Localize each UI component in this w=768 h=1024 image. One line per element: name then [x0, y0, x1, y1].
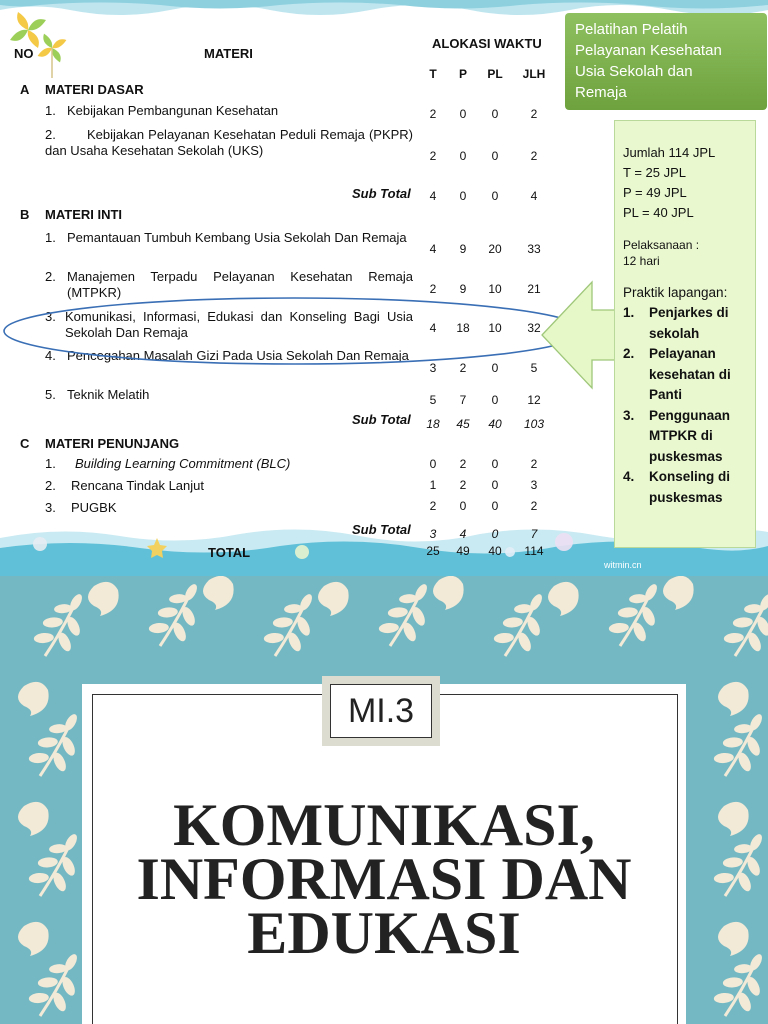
row-c3-t: 2 [429, 499, 437, 513]
row-a2-pl: 0 [491, 149, 499, 163]
row-c1-t: 0 [429, 457, 437, 471]
row-a1-no: 1. [45, 103, 56, 118]
subtotal-c-jlh: 7 [530, 527, 538, 541]
row-b1-text: Pemantauan Tumbuh Kembang Usia Sekolah Dan Remaja [67, 230, 407, 245]
row-a2-p: 0 [459, 149, 467, 163]
section-a-title: MATERI DASAR [45, 82, 144, 97]
total-t: 25 [426, 544, 440, 558]
highlight-oval [0, 296, 590, 368]
module-title-line-3: EDUKASI [247, 900, 521, 966]
section-a-letter: A [20, 82, 30, 97]
row-c2-p: 2 [459, 478, 467, 492]
row-b5-no: 5. [45, 387, 56, 402]
praktik-item: 1. Penjarkes di sekolah [623, 305, 729, 341]
row-c1-p: 2 [459, 457, 467, 471]
training-title-line-1: Pelatihan Pelatih [575, 21, 688, 38]
praktik-label: Praktik lapangan: [623, 285, 728, 300]
slide-2 [0, 576, 768, 1024]
left-arrow-icon [540, 280, 620, 390]
row-b3-text: Komunikasi, Informasi, Edukasi dan Konseling Bagi Usia Sekolah Dan Remaja [65, 309, 413, 340]
training-title-line-4: Remaja [575, 84, 627, 101]
row-a1-pl: 0 [491, 107, 499, 121]
row-c2-t: 1 [429, 478, 437, 492]
row-b5-jlh: 12 [527, 393, 541, 407]
total-p: 49 [456, 544, 470, 558]
row-c1-jlh: 2 [530, 457, 538, 471]
subtotal-a-p: 0 [459, 189, 467, 203]
row-c2-jlh: 3 [530, 478, 538, 492]
subtotal-a-jlh: 4 [530, 189, 538, 203]
total-jlh: 114 [524, 544, 544, 558]
row-c2-no: 2. [45, 478, 56, 493]
total-pl: 40 [488, 544, 502, 558]
section-c-letter: C [20, 436, 30, 451]
jpl-t: T = 25 JPL [623, 165, 686, 180]
row-b2-p: 9 [459, 282, 467, 296]
summary-info-box [614, 120, 756, 548]
subtotal-b-p: 45 [456, 417, 470, 431]
col-header-pl: PL [487, 67, 503, 81]
row-b4-t: 3 [429, 361, 437, 375]
row-c3-p: 0 [459, 499, 467, 513]
subtotal-a-pl: 0 [491, 189, 499, 203]
pelaksanaan-label: Pelaksanaan : [623, 238, 700, 252]
row-b2-no: 2. [45, 269, 56, 284]
row-a1-t: 2 [429, 107, 437, 121]
row-c1-pl: 0 [491, 457, 499, 471]
row-b2-t: 2 [429, 282, 437, 296]
row-b1-no: 1. [45, 230, 56, 245]
module-title-line-1: KOMUNIKASI, [173, 792, 595, 858]
row-b2-jlh: 21 [527, 282, 541, 296]
subtotal-b-pl: 40 [488, 417, 502, 431]
watermark: witmin.cn [604, 560, 642, 570]
praktik-item: 3. Penggunaan MTPKR di puskesmas [623, 407, 731, 464]
subtotal-a-label: Sub Total [352, 186, 411, 201]
row-c3-jlh: 2 [530, 499, 538, 513]
training-title-line-2: Pelayanan Kesehatan [575, 42, 722, 59]
row-c2-pl: 0 [491, 478, 499, 492]
row-b3-jlh: 32 [527, 321, 541, 335]
jumlah-jpl: Jumlah 114 JPL [623, 145, 716, 160]
row-b5-p: 7 [459, 393, 467, 407]
training-title-line-3: Usia Sekolah dan [575, 63, 693, 80]
section-b-letter: B [20, 207, 30, 222]
row-b3-no: 3. [45, 309, 56, 324]
subtotal-c-pl: 0 [491, 527, 499, 541]
subtotal-b-t: 18 [426, 417, 440, 431]
row-c1-no: 1. [45, 456, 56, 471]
row-a1-p: 0 [459, 107, 467, 121]
subtotal-a-t: 4 [429, 189, 437, 203]
row-a2-jlh: 2 [530, 149, 538, 163]
pelaksanaan-value: 12 hari [623, 254, 660, 268]
pinwheel-icon [6, 8, 76, 78]
row-a1-jlh: 2 [530, 107, 538, 121]
header-materi: MATERI [204, 46, 253, 61]
header-alokasi-waktu: ALOKASI WAKTU [432, 36, 542, 51]
jpl-p: P = 49 JPL [623, 185, 687, 200]
row-a2-text: Kebijakan Pelayanan Kesehatan Peduli Remaja (PKPR) dan Usaha Kesehatan Sekolah (UKS) [45, 127, 413, 158]
header-no: NO [14, 46, 34, 61]
section-c-title: MATERI PENUNJANG [45, 436, 180, 451]
row-b1-pl: 20 [488, 242, 502, 256]
row-b5-pl: 0 [491, 393, 499, 407]
row-b4-p: 2 [459, 361, 467, 375]
row-b3-pl: 10 [488, 321, 502, 335]
total-label: TOTAL [208, 545, 251, 560]
subtotal-c-t: 3 [429, 527, 437, 541]
row-b1-t: 4 [429, 242, 437, 256]
subtotal-b-label: Sub Total [352, 412, 411, 427]
col-header-t: T [429, 67, 437, 81]
row-c3-pl: 0 [491, 499, 499, 513]
row-b1-p: 9 [459, 242, 467, 256]
section-b-title: MATERI INTI [45, 207, 123, 222]
row-a2-t: 2 [429, 149, 437, 163]
row-b2-text: Manajemen Terpadu Pelayanan Kesehatan Remaja (MTPKR) [67, 269, 413, 300]
row-b4-pl: 0 [491, 361, 499, 375]
praktik-item: 2. Pelayanan kesehatan di Panti [623, 346, 731, 402]
col-header-jlh: JLH [522, 67, 546, 81]
row-b5-t: 5 [429, 393, 437, 407]
row-c1-text: Building Learning Commitment (BLC) [75, 456, 291, 471]
row-b5-text: Teknik Melatih [67, 387, 150, 402]
module-badge [322, 676, 440, 746]
subtotal-b-jlh: 103 [523, 417, 545, 431]
row-b4-text: Pencegahan Masalah Gizi Pada Usia Sekolah Dan Remaja [67, 348, 409, 363]
praktik-list [623, 303, 747, 508]
row-a1-text: Kebijakan Pembangunan Kesehatan [67, 103, 279, 118]
row-b3-t: 4 [429, 321, 437, 335]
module-title-line-2: INFORMASI DAN [136, 846, 632, 912]
subtotal-c-label: Sub Total [352, 522, 411, 537]
row-b4-no: 4. [45, 348, 56, 363]
praktik-item: 4. Konseling di puskesmas [623, 469, 730, 505]
row-b1-jlh: 33 [527, 242, 541, 256]
row-c3-text: PUGBK [71, 500, 117, 515]
row-b3-p: 18 [456, 321, 470, 335]
row-c3-no: 3. [45, 500, 56, 515]
row-b2-pl: 10 [488, 282, 502, 296]
row-c2-text: Rencana Tindak Lanjut [71, 478, 204, 493]
col-header-p: P [458, 67, 467, 81]
module-title [82, 792, 686, 966]
module-badge-inner [330, 684, 432, 738]
row-a2-no: 2. [45, 127, 56, 142]
module-code: MI.3 [347, 691, 415, 730]
jpl-pl: PL = 40 JPL [623, 205, 694, 220]
subtotal-c-p: 4 [459, 527, 467, 541]
row-b4-jlh: 5 [530, 361, 538, 375]
training-title-box [565, 13, 767, 110]
